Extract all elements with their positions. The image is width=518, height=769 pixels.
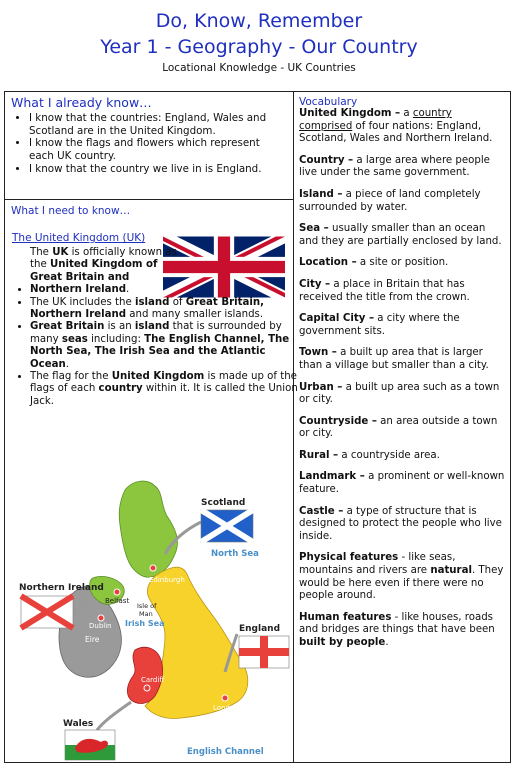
england-region bbox=[145, 567, 248, 718]
cardiff-label: Cardiff bbox=[141, 676, 165, 684]
uk-map bbox=[5, 450, 294, 762]
dublin-dot-icon bbox=[98, 615, 104, 621]
vocab-location: Location – a site or position. bbox=[299, 257, 449, 269]
vocab-island: Island – a piece of land completely surrounded by water. bbox=[299, 188, 481, 213]
list-item: • The UK is officially known as the United Kingdom of Great Britain and Northern Ireland. bbox=[30, 247, 300, 297]
belfast-dot-icon bbox=[114, 589, 120, 595]
vocab-sea: Sea – usually smaller than an ocean and they are partially enclosed by land. bbox=[299, 223, 502, 247]
england-flag-icon bbox=[239, 636, 289, 668]
scotland-label: Scotland bbox=[201, 498, 246, 508]
vocab-city: City – a place in Britain that has received the title from the crown. bbox=[299, 278, 470, 303]
already-know-box bbox=[5, 92, 293, 200]
page-subheading: Locational Knowledge - UK Countries bbox=[162, 62, 356, 74]
vocab-rural: Rural – a countryside area. bbox=[299, 449, 440, 461]
vocab-castle: Castle – a type of structure that is designed to protect the people who live inside. bbox=[299, 505, 502, 542]
list-item: • I know that the countries: England, Wales and Scotland are in the United Kingdom. bbox=[29, 112, 287, 137]
isle-of-man-label: Isle of Man bbox=[137, 602, 157, 618]
need-to-know-list bbox=[12, 247, 300, 408]
english-channel-label: English Channel bbox=[187, 747, 264, 757]
edinburgh-label: Edinburgh bbox=[149, 576, 185, 584]
vocab-capital-city: Capital City – a city where the government sits. bbox=[299, 313, 460, 337]
northern-ireland-flag-icon bbox=[21, 596, 73, 628]
vocabulary-column bbox=[294, 92, 510, 762]
london-label: London bbox=[213, 704, 239, 712]
already-know-list bbox=[11, 112, 287, 176]
left-column bbox=[5, 92, 298, 762]
vocab-united-kingdom: United Kingdom – a country comprised of four nations: England, Scotland, Wales and Northern Ireland. bbox=[299, 108, 493, 145]
edinburgh-dot-icon bbox=[150, 565, 156, 571]
uk-heading: The United Kingdom (UK) bbox=[12, 232, 146, 244]
list-item: • The UK includes the island of Great Britain, Northern Ireland and many smaller islands. bbox=[30, 297, 300, 322]
irish-sea-label: Irish Sea bbox=[125, 619, 165, 628]
vocab-human-features: Human features - like houses, roads and bridges are things that have been built by people. bbox=[299, 611, 495, 648]
vocab-urban: Urban – a built up area such as a town or city. bbox=[299, 381, 500, 406]
already-know-heading: What I already know… bbox=[11, 95, 152, 110]
vocab-town: Town – a built up area that is larger than a village but smaller than a city. bbox=[299, 347, 489, 371]
vocabulary-heading: Vocabulary bbox=[299, 96, 358, 108]
need-to-know-box bbox=[5, 200, 298, 764]
wales-label: Wales bbox=[63, 719, 94, 729]
scotland-flag-icon bbox=[201, 510, 253, 542]
list-item: • Great Britain is an island that is surrounded by many seas including: The English Channel, The North Sea, The Irish Sea and the Atlantic Ocean. bbox=[30, 321, 300, 371]
london-dot-icon bbox=[222, 695, 228, 701]
content-grid bbox=[4, 91, 511, 763]
list-item: • I know that the country we live in is England. bbox=[29, 163, 287, 176]
list-item: • I know the flags and flowers which represent each UK country. bbox=[29, 137, 287, 162]
vocab-landmark: Landmark – a prominent or well-known feature. bbox=[299, 471, 505, 496]
vocab-countryside: Countryside – an area outside a town or city. bbox=[299, 415, 498, 440]
vocab-country: Country – a large area where people live under the same government. bbox=[299, 154, 490, 179]
page-title: Do, Know, Remember bbox=[155, 10, 363, 32]
england-label: England bbox=[239, 624, 281, 634]
cardiff-dot-icon bbox=[144, 685, 150, 691]
northern-ireland-label: Northern Ireland bbox=[19, 583, 104, 593]
scotland-region bbox=[119, 481, 177, 577]
wales-flag-icon bbox=[65, 730, 115, 760]
vocab-physical-features: Physical features - like seas, mountains and rivers are natural. They would be here even if there were no people around. bbox=[299, 552, 504, 602]
need-to-know-heading: What I need to know… bbox=[11, 205, 131, 217]
belfast-label: Belfast bbox=[105, 597, 130, 605]
wales-arrow bbox=[97, 702, 131, 730]
page-subtitle-title: Year 1 - Geography - Our Country bbox=[100, 36, 418, 58]
dublin-label: Dublin bbox=[89, 622, 112, 630]
eire-label: Eire bbox=[85, 635, 100, 644]
list-item: • The flag for the United Kingdom is made up of the flags of each country within it. It is called the Union Jack. bbox=[30, 371, 300, 408]
north-sea-label: North Sea bbox=[211, 549, 259, 559]
